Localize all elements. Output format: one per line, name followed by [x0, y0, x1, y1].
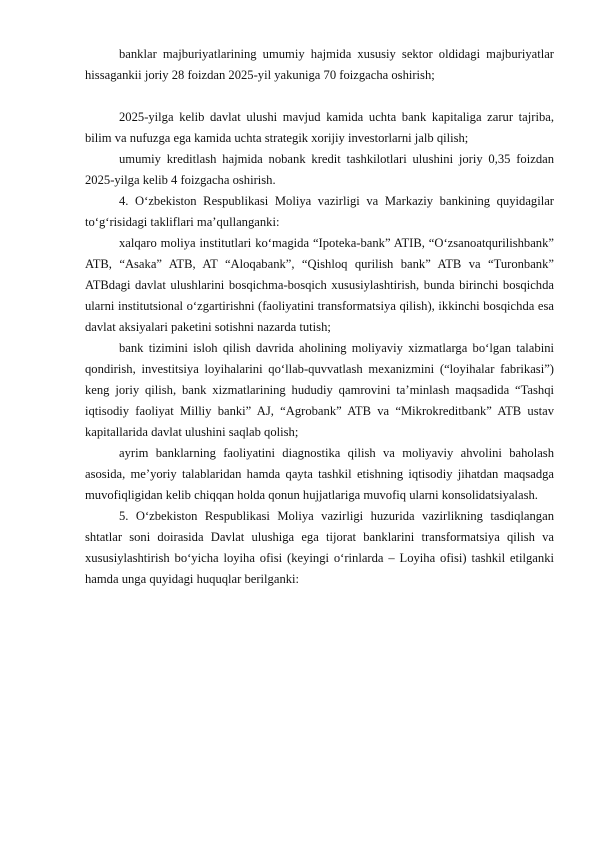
- paragraph-7: ayrim banklarning faoliyatini diagnostika qilish va moliyaviy ahvolini baholash asosida, me’yoriy talablaridan hamda qayta tashkil etishning iqtisodiy jihatdan maqsadga muvofiqligidan kelib chiqqan holda qonun hujjatlariga muvofiq ularni konsolidatsiyalash.: [85, 446, 554, 502]
- paragraph-3: umumiy kreditlash hajmida nobank kredit tashkilotlari ulushini joriy 0,35 foizdan 2025-yilga kelib 4 foizgacha oshirish.: [85, 152, 554, 187]
- paragraph-2: 2025-yilga kelib davlat ulushi mavjud kamida uchta bank kapitaliga zarur tajriba, bilim va nufuzga ega kamida uchta strategik xorijiy investorlarni jalb qilish;: [85, 110, 554, 145]
- paragraph-5: xalqaro moliya institutlari ko‘magida “Ipoteka-bank” ATIB, “O‘zsanoatqurilishbank” ATB, “Asaka” ATB, AT “Aloqabank”, “Qishloq qurilish bank” ATB va “Turonbank” ATBdagi davlat ulushlarini bosqichma-bosqich xususiylashtirish, bunda birinchi bosqichda ularni institutsional o‘zgartirishni (faoliyatini transformatsiya qilish), ikkinchi bosqichda esa davlat aksiyalari paketini sotishni nazarda tutish;: [85, 236, 554, 334]
- document-page: [85, 44, 554, 590]
- paragraph-8: 5. O‘zbekiston Respublikasi Moliya vazirligi huzurida vazirlikning tasdiqlangan shtatlar soni doirasida Davlat ulushiga ega tijorat banklarini transformatsiya qilish va xususiylashtirish bo‘yicha loyiha ofisi (keyingi o‘rinlarda – Loyiha ofisi) tashkil etilganki hamda unga quyidagi huquqlar berilganki:: [85, 509, 554, 586]
- paragraph-1: banklar majburiyatlarining umumiy hajmida xususiy sektor oldidagi majburiyatlar hissagankii joriy 28 foizdan 2025-yil yakuniga 70 foizgacha oshirish;: [85, 47, 554, 82]
- paragraph-6: bank tizimini isloh qilish davrida aholining moliyaviy xizmatlarga bo‘lgan talabini qondirish, investitsiya loyihalarini qo‘llab-quvvatlash mexanizmini (“loyihalar fabrikasi”) keng joriy qilish, bank xizmatlarining hududiy qamrovini ta’minlash maqsadida “Tashqi iqtisodiy faoliyat Milliy banki” AJ, “Agrobank” ATB va “Mikrokreditbank” ATB ustav kapitallarida davlat ulushini saqlab qolish;: [85, 341, 554, 439]
- paragraph-4: 4. O‘zbekiston Respublikasi Moliya vazirligi va Markaziy bankining quyidagilar to‘g‘risidagi takliflari ma’qullanganki:: [85, 194, 554, 229]
